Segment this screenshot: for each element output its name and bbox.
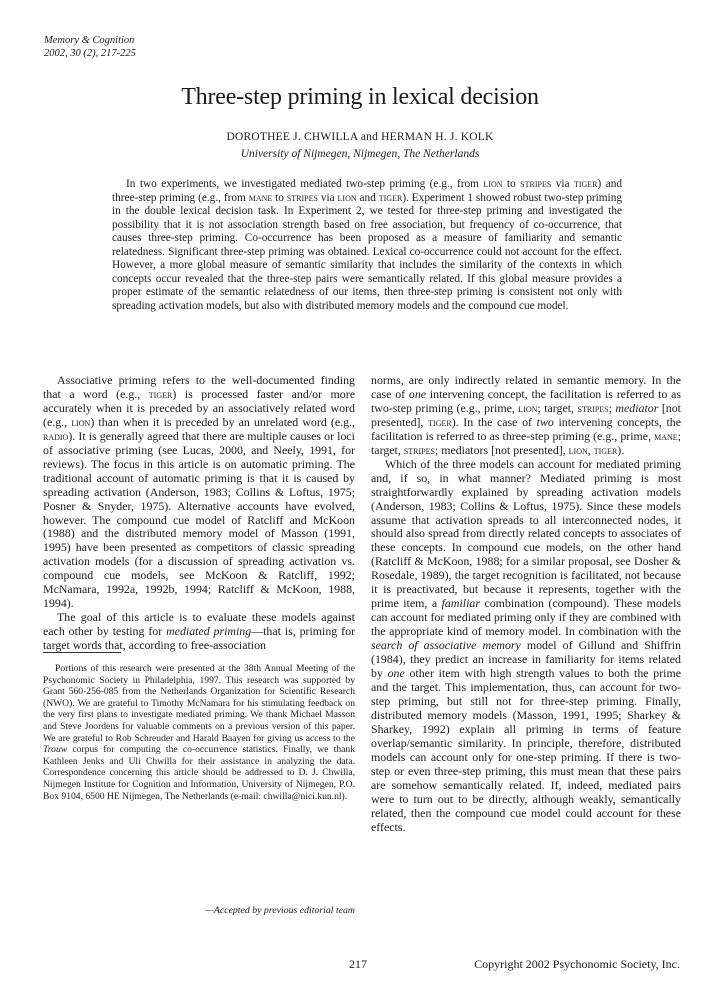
footnote: Portions of this research were presented at the 38th Annual Meeting of the Psychonomic Society in Philadelphia, 1997. This research was supported by Grant 560-256-085 from the Netherlands Organization for Scientific Research (NWO). We are grateful to Timothy McNamara for his stimulating feedback on the very first plans to investigate mediated priming. We thank Michael Masson and Steve Joordens for valuable comments on a previous version of this paper. We are grateful to Rob Schreuder and Harald Baayen for giving us access to the Trouw corpus for computing the co-occurrence statistics. Finally, we thank Kathleen Jenks and Uli Chwilla for their assistance in analyzing the data. Correspondence concerning this article should be addressed to D. J. Chwilla, Nijmegen Institute for Cognition and Information, University of Nijmegen, P.O. Box 9104, 6500 HE Nijmegen, The Netherlands (e-mail: chwilla@nici.kun.nl). bbox=[43, 663, 355, 802]
journal-name: Memory & Cognition bbox=[44, 35, 135, 46]
body-paragraph: Which of the three models can account for mediated priming and, if so, in what manner? Mediated priming is most straightforwardly explained by spreading activation models (Anderson, 1983; Collins & Loftus, 1975). Since these models assume that activation spreads to all interconnected nodes, it should also spread from directly related concepts to associates of these concepts. In compound cue models, on the other hand (Ratcliff & McKoon, 1988; for a similar proposal, see Dosher & Rosedale, 1989), the target recognition is facilitated, not because it is preactivated, but because it represents, together with the prime item, a familiar combination (compound). These models can account for mediated priming only if they are combined with the appropriate kind of memory model. In combination with the search of associative memory model of Gillund and Shiffrin (1984), they predict an increase in familiarity for items related by one other item with high strength values to both the prime and the target. This implementation, thus, can account for two-step priming, but still not for three-step priming. Finally, distributed memory models (Masson, 1991, 1995; Sharkey & Sharkey, 1992) explain all priming in terms of feature overlap/semantic similarity. In principle, therefore, distributed models can account only for one-step priming. If there is two-step or even three-step priming, this must mean that these pairs are somehow semantically related. If, indeed, mediated pairs were to turn out to be directly, although weakly, semantically related, then the compound cue model could account for these effects. bbox=[371, 456, 682, 834]
copyright-line: Copyright 2002 Psychonomic Society, Inc. bbox=[474, 957, 680, 971]
paper-affiliation: University of Nijmegen, Nijmegen, The Netherlands bbox=[240, 148, 480, 160]
accepted-note: —Accepted by previous editorial team bbox=[205, 905, 355, 916]
page-number: 217 bbox=[349, 957, 367, 971]
journal-citation: 2002, 30 (2), 217-225 bbox=[44, 48, 136, 59]
body-paragraph: norms, are only indirectly related in semantic memory. In the case of one intervening concept, the facilitation is referred to as two-step priming (e.g., prime, lion; target, stripes; mediator [not presented], tiger). In the case of two intervening concepts, the facilitation is referred to as three-step priming (e.g., prime, mane; target, stripes; mediators [not presented], lion, tiger). bbox=[371, 373, 682, 457]
paper-title: Three-step priming in lexical decision bbox=[181, 84, 539, 110]
paper-authors: DOROTHEE J. CHWILLA and HERMAN H. J. KOLK bbox=[226, 131, 494, 143]
body-column-right bbox=[371, 374, 681, 834]
journal-header bbox=[44, 34, 136, 60]
body-paragraph: Associative priming refers to the well-documented finding that a word (e.g., tiger) is processed faster and/or more accurately when it is preceded by an associatively related word (e.g., lion) than when it is preceded by an unrelated word (e.g., radio). It is generally agreed that there are multiple causes or loci of associative priming (see Lucas, 2000, and Neely, 1991, for reviews). The focus in this article is on automatic priming. The traditional account of automatic priming is that it is caused by spreading activation (Anderson, 1983; Collins & Loftus, 1975; Posner & Snyder, 1975). Alternative accounts have evolved, however. The compound cue model of Ratcliff and McKoon (1988) and the distributed memory model of Masson (1991, 1995) have been presented as competitors of classic spreading activation models (for a discussion of spreading activation vs. compound cue models, see McKoon & Ratcliff, 1992; McNamara, 1992a, 1992b, 1994; Ratcliff & McKoon, 1988, 1994). bbox=[43, 373, 355, 611]
body-paragraph: The goal of this article is to evaluate these models against each other by testing for mediated priming—that is, priming for target words that, according to free-association bbox=[43, 610, 355, 653]
body-column-left bbox=[43, 374, 355, 653]
abstract: In two experiments, we investigated mediated two-step priming (e.g., from lion to stripes via tiger) and three-step priming (e.g., from mane to stripes via lion and tiger). Experiment 1 showed robust two-step priming in the double lexical decision task. In Experiment 2, we tested for three-step priming and investigated the possibility that it is not association strength based on free association, but frequency of co-occurrence, that causes three-step priming. Co-occurrence has been proposed as a measure of familiarity and semantic relatedness. Significant three-step priming was obtained. Lexical co-occurrence could not account for the effect. However, a more global measure of semantic similarity that includes the similarity of the contexts in which concepts occur revealed that the three-step pairs were semantically related. If this global measure provides a proper estimate of the semantic relatedness of our items, then three-step priming is consistent not only with spreading activation models, but also with distributed memory models and the compound cue model. bbox=[112, 178, 623, 312]
footnote-divider bbox=[43, 652, 121, 653]
